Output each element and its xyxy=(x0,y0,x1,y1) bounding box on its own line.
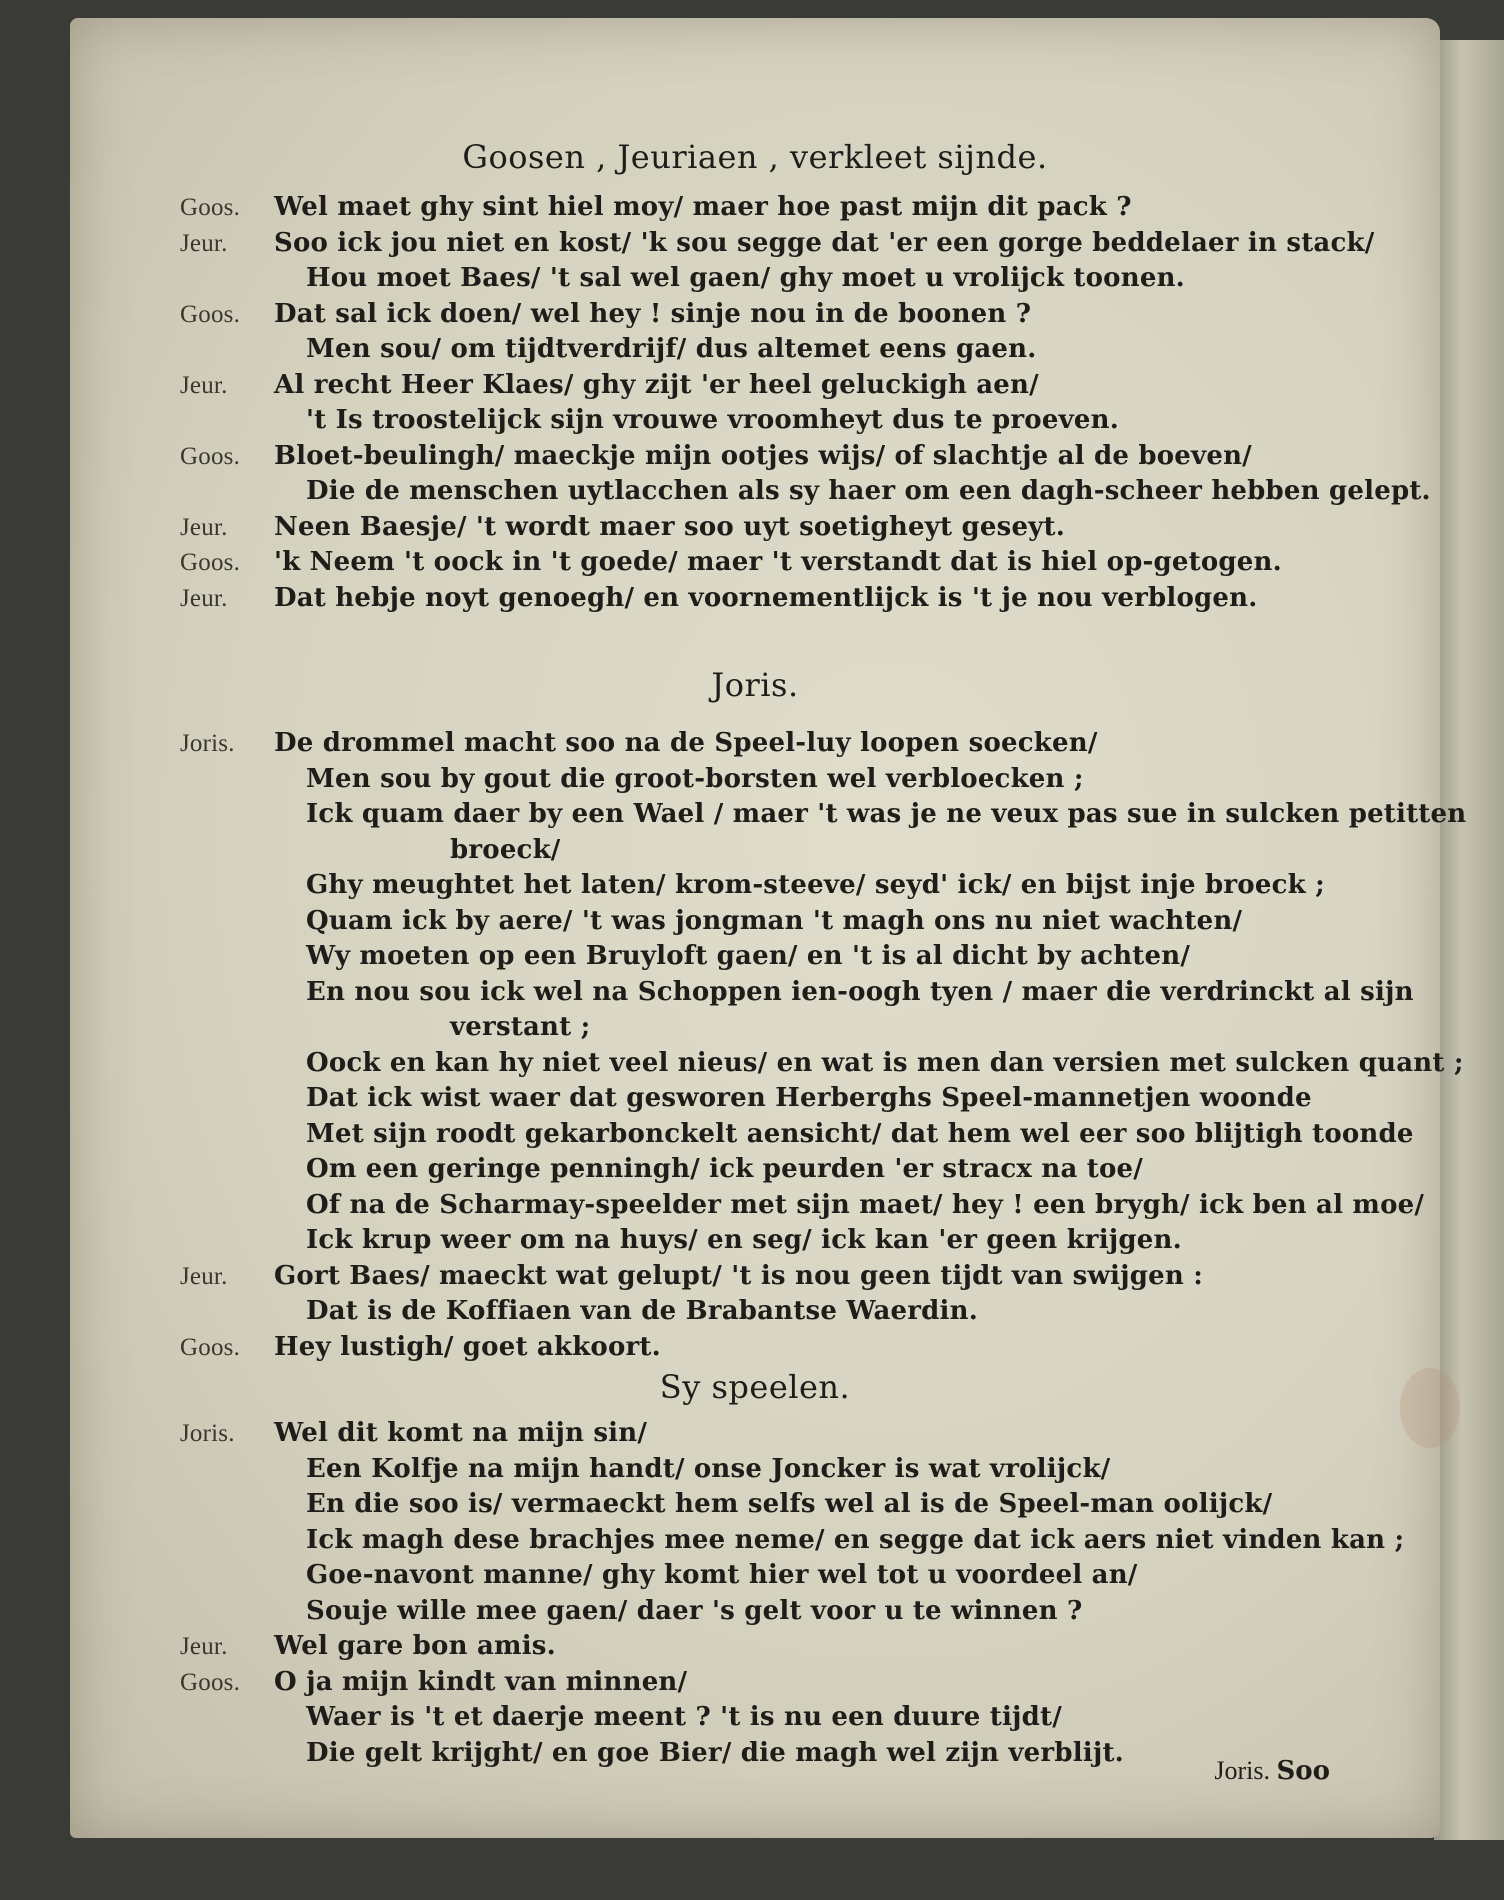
dialogue-line xyxy=(180,1558,1430,1594)
speaker-label: Joris. xyxy=(180,730,235,757)
line-text: Souje wille mee gaen/ daer 's gelt voor u te winnen ? xyxy=(306,1595,1083,1626)
speaker-label: Jeur. xyxy=(180,584,228,612)
line-text: Goe-navont manne/ ghy komt hier wel tot u voordeel an/ xyxy=(306,1560,1138,1590)
line-text: Dat hebje noyt genoegh/ en voornementlijck is 't je nou verblogen. xyxy=(274,582,1258,613)
line-text: Wel maet ghy sint hiel moy/ maer hoe past mijn dit pack ? xyxy=(274,192,1132,222)
line-text: Bloet-beulingh/ maeckje mijn ootjes wijs/ of slachtje al de boeven/ xyxy=(274,440,1252,471)
speaker-label: Goos. xyxy=(180,1668,241,1696)
dialogue-line xyxy=(180,1223,1430,1259)
dialogue-line xyxy=(180,833,1430,869)
catchword xyxy=(1214,1756,1330,1786)
line-text: De drommel macht soo na de Speel-luy loopen soecken/ xyxy=(274,728,1098,758)
dialogue-line xyxy=(180,939,1430,975)
book-page xyxy=(70,18,1467,1838)
line-text: 'k Neem 't oock in 't goede/ maer 't verstandt dat is hiel op-getogen. xyxy=(274,547,1282,577)
dialogue-line xyxy=(180,581,1430,617)
catchword-speaker: Joris. xyxy=(1214,1756,1271,1785)
dialogue-line xyxy=(180,1487,1430,1523)
line-text: Ick krup weer om na huys/ en seg/ ick kan 'er geen krijgen. xyxy=(306,1225,1182,1255)
line-text: Waer is 't et daerje meent ? 't is nu een duure tijdt/ xyxy=(306,1702,1062,1732)
section-heading: Sy speelen. xyxy=(659,1368,851,1406)
dialogue-line xyxy=(180,226,1430,262)
line-text: Die gelt krijght/ en goe Bier/ die magh wel zijn verblijt. xyxy=(306,1737,1124,1768)
section-heading: Joris. xyxy=(711,666,799,704)
dialogue-line xyxy=(180,545,1430,581)
section-heading: Goosen , Jeuriaen , verkleet sijnde. xyxy=(462,138,1048,176)
speaker-label: Joris. xyxy=(180,1420,235,1447)
line-text: Dat sal ick doen/ wel hey ! sinje nou in de boonen ? xyxy=(274,298,1032,329)
line-text: Oock en kan hy niet veel nieus/ en wat is men dan versien met sulcken quant ; xyxy=(306,1047,1464,1078)
adjacent-page-edge xyxy=(1434,40,1504,1840)
line-text: Wy moeten op een Bruyloft gaen/ en 't is al dicht by achten/ xyxy=(306,941,1191,971)
line-text: Wel gare bon amis. xyxy=(274,1631,556,1661)
speaker-label: Jeur. xyxy=(180,1633,228,1660)
line-text: Soo ick jou niet en kost/ 'k sou segge dat 'er een gorge beddelaer in stack/ xyxy=(274,227,1375,258)
speaker-label: Goos. xyxy=(180,549,241,576)
dialogue-line xyxy=(180,1010,1430,1046)
dialogue-line xyxy=(180,762,1430,798)
dialogue-block xyxy=(180,726,1467,1365)
dialogue-line xyxy=(180,474,1430,510)
catchword-word: Soo xyxy=(1276,1756,1330,1786)
dialogue-line xyxy=(180,1452,1430,1488)
dialogue-line xyxy=(180,1294,1430,1330)
dialogue-line xyxy=(180,868,1430,904)
dialogue-line xyxy=(180,1081,1430,1117)
dialogue-line xyxy=(180,297,1430,333)
line-text: 't Is troostelijck sijn vrouwe vroomheyt dus te proeven. xyxy=(306,405,1119,435)
dialogue-line xyxy=(180,1594,1430,1630)
line-text: Een Kolfje na mijn handt/ onse Joncker is wat vrolijck/ xyxy=(306,1453,1111,1484)
speaker-label: Goos. xyxy=(180,442,241,470)
dialogue-line xyxy=(180,797,1467,833)
line-text: Al recht Heer Klaes/ ghy zijt 'er heel geluckigh aen/ xyxy=(274,369,1039,400)
dialogue-line xyxy=(180,403,1430,439)
dialogue-block xyxy=(180,1416,1430,1771)
dialogue-line xyxy=(180,1188,1430,1224)
line-text: Wel dit komt na mijn sin/ xyxy=(274,1418,648,1448)
dialogue-line xyxy=(180,261,1430,297)
speaker-label: Jeur. xyxy=(180,1262,228,1290)
dialogue-line xyxy=(180,726,1430,762)
line-text: Gort Baes/ maeckt wat gelupt/ 't is nou geen tijdt van swijgen : xyxy=(274,1260,1204,1291)
line-text: Hou moet Baes/ 't sal wel gaen/ ghy moet u vrolijck toonen. xyxy=(306,263,1185,293)
line-text: O ja mijn kindt van minnen/ xyxy=(274,1666,688,1697)
dialogue-line xyxy=(180,439,1430,475)
line-text: En die soo is/ vermaeckt hem selfs wel al is de Speel-man oolijck/ xyxy=(306,1489,1273,1519)
line-text: Ick quam daer by een Wael / maer 't was je ne veux pas sue in sulcken petitten xyxy=(306,799,1467,829)
line-text: Dat is de Koffiaen van de Brabantse Waerdin. xyxy=(306,1296,978,1326)
dialogue-line xyxy=(180,190,1430,226)
dialogue-line xyxy=(180,1046,1464,1082)
line-text: Quam ick by aere/ 't was jongman 't magh ons nu niet wachten/ xyxy=(306,905,1243,936)
line-text: Men sou/ om tijdtverdrijf/ dus altemet eens gaen. xyxy=(306,334,1037,364)
speaker-label: Jeur. xyxy=(180,371,228,399)
dialogue-line xyxy=(180,1330,1430,1366)
line-text: En nou sou ick wel na Schoppen ien-oogh tyen / maer die verdrinckt al sijn xyxy=(306,976,1414,1007)
line-text: Met sijn roodt gekarbonckelt aensicht/ dat hem wel eer soo blijtigh toonde xyxy=(306,1118,1414,1149)
line-text: Dat ick wist waer dat gesworen Herberghs Speel-mannetjen woonde xyxy=(306,1083,1312,1113)
dialogue-line xyxy=(180,1259,1430,1295)
line-text: broeck/ xyxy=(450,834,561,865)
line-text: Hey lustigh/ goet akkoort. xyxy=(274,1331,661,1362)
dialogue-line xyxy=(180,1523,1430,1559)
speaker-label: Jeur. xyxy=(180,513,228,541)
dialogue-line xyxy=(180,1152,1430,1188)
line-text: Ghy meughtet het laten/ krom-steeve/ seyd' ick/ en bijst inje broeck ; xyxy=(306,870,1325,900)
speaker-label: Goos. xyxy=(180,194,241,221)
line-text: Om een geringe penningh/ ick peurden 'er stracx na toe/ xyxy=(306,1154,1143,1184)
dialogue-line xyxy=(180,904,1430,940)
line-text: Ick magh dese brachjes mee neme/ en segge dat ick aers niet vinden kan ; xyxy=(306,1524,1405,1555)
line-text: Men sou by gout die groot-borsten wel verbloecken ; xyxy=(306,763,1084,794)
dialogue-block xyxy=(180,190,1430,616)
line-text: Neen Baesje/ 't wordt maer soo uyt soetigheyt geseyt. xyxy=(274,511,1065,542)
speaker-label: Goos. xyxy=(180,300,241,328)
line-text: verstant ; xyxy=(450,1012,591,1042)
dialogue-line xyxy=(180,332,1430,368)
dialogue-line xyxy=(180,1629,1430,1665)
line-text: Of na de Scharmay-speelder met sijn maet/ hey ! een brygh/ ick ben al moe/ xyxy=(306,1189,1425,1220)
dialogue-line xyxy=(180,368,1430,404)
speaker-label: Goos. xyxy=(180,1333,241,1361)
dialogue-line xyxy=(180,975,1430,1011)
dialogue-line xyxy=(180,1117,1430,1153)
dialogue-line xyxy=(180,510,1430,546)
dialogue-line xyxy=(180,1416,1430,1452)
dialogue-line xyxy=(180,1700,1430,1736)
dialogue-line xyxy=(180,1665,1430,1701)
speaker-label: Jeur. xyxy=(180,229,228,257)
line-text: Die de menschen uytlacchen als sy haer om een dagh-scheer hebben gelept. xyxy=(306,476,1431,506)
